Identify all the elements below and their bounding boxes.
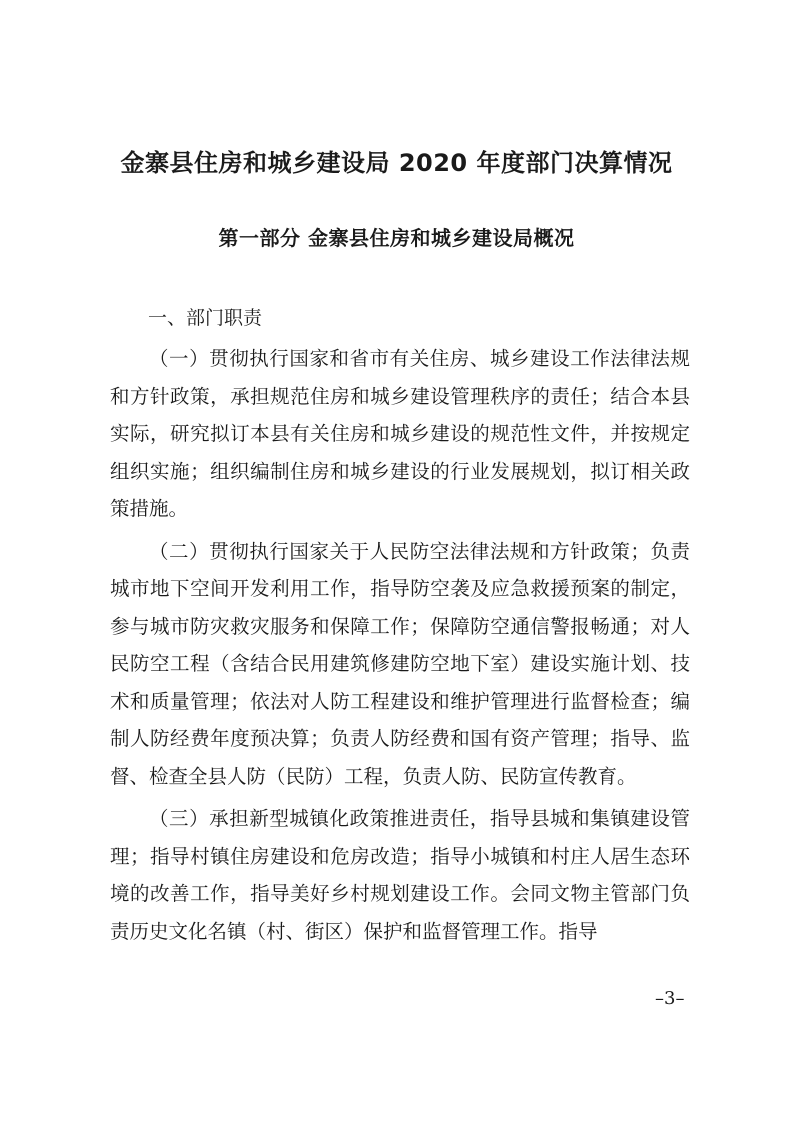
page-subtitle: 第一部分 金寨县住房和城乡建设局概况: [218, 226, 575, 250]
body-text: [110, 340, 690, 955]
paragraph-2: （二）贯彻执行国家关于人民防空法律法规和方针政策；负责城市地下空间开发利用工作，指导防空袭及应急救援预案的制定，参与城市防灾救灾服务和保障工作；保障防空通信警报畅通；对人民防空工程（含结合民用建筑修建防空地下室）建设实施计划、技术和质量管理；依法对人防工程建设和维护管理进行监督检查；编制人防经费年度预决算；负责人防经费和国有资产管理；指导、监督、检查全县人防（民防）工程，负责人防、民防宣传教育。: [110, 539, 690, 788]
page-number: –3–: [655, 988, 685, 1009]
section-heading: 一、部门职责: [148, 307, 263, 329]
paragraph-3: （三）承担新型城镇化政策推进责任，指导县城和集镇建设管理；指导村镇住房建设和危房改造；指导小城镇和村庄人居生态环境的改善工作，指导美好乡村规划建设工作。会同文物主管部门负责历史文化名镇（村、街区）保护和监督管理工作。指导: [110, 807, 690, 943]
paragraph-1: （一）贯彻执行国家和省市有关住房、城乡建设工作法律法规和方针政策，承担规范住房和城乡建设管理秩序的责任；结合本县实际，研究拟订本县有关住房和城乡建设的规范性文件，并按规定组织实施；组织编制住房和城乡建设的行业发展规划，拟订相关政策措施。: [110, 347, 690, 520]
page-title: 金寨县住房和城乡建设局 2020 年度部门决算情况: [120, 149, 673, 177]
